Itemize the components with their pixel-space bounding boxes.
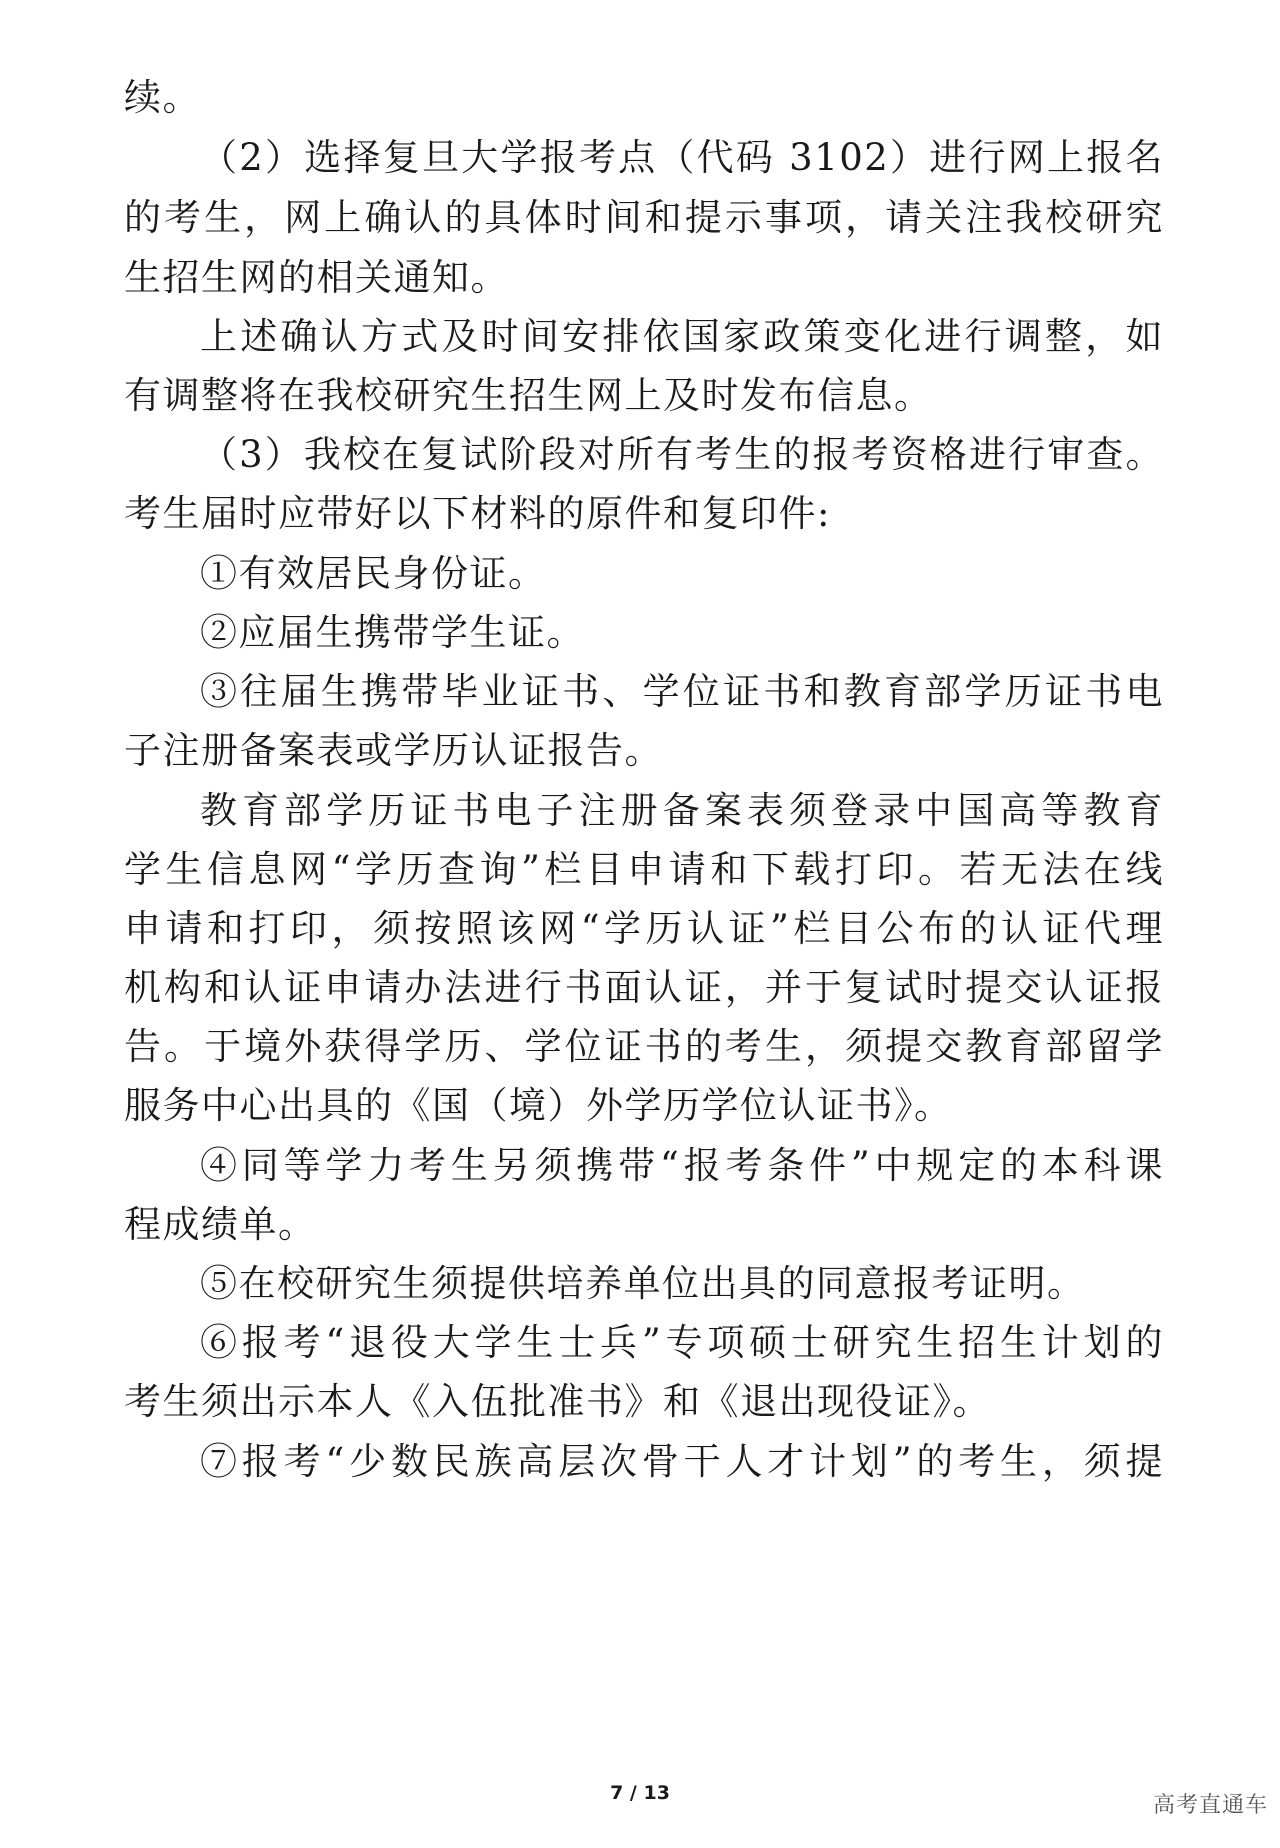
text-line: ⑥报考“退役大学生士兵”专项硕士研究生招生计划的 <box>200 1321 1164 1364</box>
page-number: 7 / 13 <box>610 1782 670 1804</box>
text-line: （2）选择复旦大学报考点（代码 3102）进行网上报名 <box>200 136 1164 179</box>
text-line: 考生须出示本人《入伍批准书》和《退出现役证》。 <box>124 1380 991 1423</box>
text-line: 子注册备案表或学历认证报告。 <box>124 729 663 772</box>
watermark-text: 高考直通车 <box>1152 1793 1268 1818</box>
text-line: 续。 <box>124 76 201 119</box>
text-line: ⑦报考“少数民族高层次骨干人才计划”的考生，须提 <box>200 1440 1164 1483</box>
text-line: 服务中心出具的《国（境）外学历学位认证书》。 <box>124 1084 953 1127</box>
text-line: 有调整将在我校研究生招生网上及时发布信息。 <box>124 374 933 417</box>
text-line: ③往届生携带毕业证书、学位证书和教育部学历证书电 <box>200 670 1164 713</box>
text-line: 学生信息网“学历查询”栏目申请和下载打印。若无法在线 <box>124 848 1164 891</box>
text-line: 的考生，网上确认的具体时间和提示事项，请关注我校研究 <box>124 196 1164 239</box>
text-line: 申请和打印，须按照该网“学历认证”栏目公布的认证代理 <box>124 907 1164 950</box>
text-line: 上述确认方式及时间安排依国家政策变化进行调整，如 <box>200 315 1164 358</box>
text-line: （3）我校在复试阶段对所有考生的报考资格进行审查。 <box>200 433 1164 476</box>
text-line: ②应届生携带学生证。 <box>200 611 585 654</box>
text-line: 程成绩单。 <box>124 1203 317 1246</box>
text-line: 教育部学历证书电子注册备案表须登录中国高等教育 <box>200 789 1164 832</box>
text-line: 考生届时应带好以下材料的原件和复印件: <box>124 492 831 535</box>
text-line: ①有效居民身份证。 <box>200 552 547 595</box>
text-line: 机构和认证申请办法进行书面认证，并于复试时提交认证报 <box>124 966 1164 1009</box>
text-line: 生招生网的相关通知。 <box>124 256 509 299</box>
text-line: 告。于境外获得学历、学位证书的考生，须提交教育部留学 <box>124 1025 1164 1068</box>
text-line: ④同等学力考生另须携带“报考条件”中规定的本科课 <box>200 1144 1164 1187</box>
text-line: ⑤在校研究生须提供培养单位出具的同意报考证明。 <box>200 1262 1086 1305</box>
